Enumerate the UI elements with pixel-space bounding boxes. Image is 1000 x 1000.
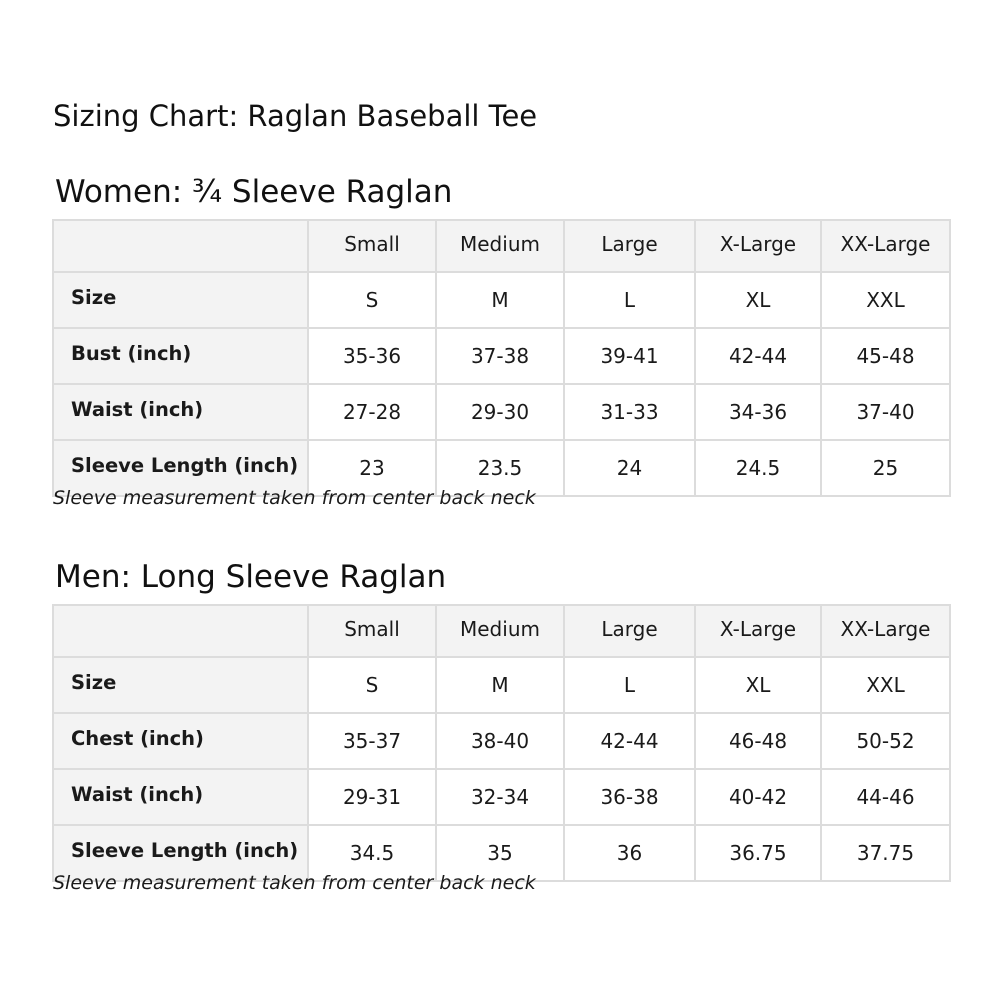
- table-cell: 34.5: [308, 825, 436, 881]
- table-cell: 46-48: [695, 713, 821, 769]
- table-cell: 29-30: [436, 384, 564, 440]
- women-section-title: Women: ¾ Sleeve Raglan: [55, 174, 453, 210]
- table-row-bust: [53, 328, 950, 384]
- table-header-row: [53, 220, 950, 272]
- men-size-table: [52, 604, 951, 882]
- table-cell: XXL: [821, 657, 950, 713]
- table-cell: S: [308, 657, 436, 713]
- table-cell: 35-37: [308, 713, 436, 769]
- table-cell: 23: [308, 440, 436, 496]
- table-cell: 38-40: [436, 713, 564, 769]
- row-label: Size: [53, 272, 308, 328]
- row-label: Sleeve Length (inch): [53, 440, 308, 496]
- column-header-small: Small: [308, 220, 436, 272]
- row-label: Bust (inch): [53, 328, 308, 384]
- table-cell: 31-33: [564, 384, 695, 440]
- men-section-title: Men: Long Sleeve Raglan: [55, 559, 447, 595]
- table-row-size: [53, 657, 950, 713]
- table-cell: 44-46: [821, 769, 950, 825]
- corner-cell: [53, 605, 308, 657]
- table-cell: 42-44: [695, 328, 821, 384]
- table-cell: 35: [436, 825, 564, 881]
- table-cell: 36-38: [564, 769, 695, 825]
- row-label: Chest (inch): [53, 713, 308, 769]
- table-row-size: [53, 272, 950, 328]
- women-size-table: [52, 219, 951, 497]
- page-title: Sizing Chart: Raglan Baseball Tee: [53, 99, 538, 133]
- column-header-large: Large: [564, 605, 695, 657]
- table-cell: 24.5: [695, 440, 821, 496]
- table-cell: 39-41: [564, 328, 695, 384]
- table-cell: 25: [821, 440, 950, 496]
- table-cell: 42-44: [564, 713, 695, 769]
- women-sleeve-note: Sleeve measurement taken from center back neck: [53, 487, 536, 509]
- column-header-x-large: X-Large: [695, 220, 821, 272]
- men-sleeve-note: Sleeve measurement taken from center back neck: [53, 872, 536, 894]
- row-label: Sleeve Length (inch): [53, 825, 308, 881]
- corner-cell: [53, 220, 308, 272]
- table-cell: XXL: [821, 272, 950, 328]
- row-label: Size: [53, 657, 308, 713]
- row-label: Waist (inch): [53, 769, 308, 825]
- table-row-waist: [53, 769, 950, 825]
- table-cell: M: [436, 657, 564, 713]
- table-cell: 27-28: [308, 384, 436, 440]
- table-header-row: [53, 605, 950, 657]
- column-header-medium: Medium: [436, 605, 564, 657]
- table-cell: 29-31: [308, 769, 436, 825]
- column-header-medium: Medium: [436, 220, 564, 272]
- table-cell: 37.75: [821, 825, 950, 881]
- table-cell: 34-36: [695, 384, 821, 440]
- column-header-large: Large: [564, 220, 695, 272]
- column-header-x-large: X-Large: [695, 605, 821, 657]
- table-cell: 36.75: [695, 825, 821, 881]
- column-header-small: Small: [308, 605, 436, 657]
- column-header-xx-large: XX-Large: [821, 220, 950, 272]
- table-cell: 23.5: [436, 440, 564, 496]
- table-cell: 36: [564, 825, 695, 881]
- table-cell: M: [436, 272, 564, 328]
- table-cell: 50-52: [821, 713, 950, 769]
- row-label: Waist (inch): [53, 384, 308, 440]
- table-cell: XL: [695, 657, 821, 713]
- table-cell: 37-40: [821, 384, 950, 440]
- table-row-chest: [53, 713, 950, 769]
- table-cell: 40-42: [695, 769, 821, 825]
- table-cell: 35-36: [308, 328, 436, 384]
- table-cell: 24: [564, 440, 695, 496]
- table-cell: S: [308, 272, 436, 328]
- table-cell: 45-48: [821, 328, 950, 384]
- table-cell: 32-34: [436, 769, 564, 825]
- table-cell: XL: [695, 272, 821, 328]
- column-header-xx-large: XX-Large: [821, 605, 950, 657]
- table-row-waist: [53, 384, 950, 440]
- table-cell: 37-38: [436, 328, 564, 384]
- table-cell: L: [564, 272, 695, 328]
- table-cell: L: [564, 657, 695, 713]
